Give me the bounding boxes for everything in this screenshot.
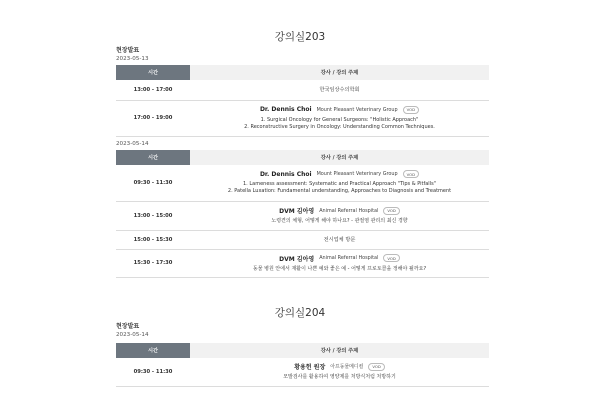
topic-column-header: 강사 / 강의 주제 <box>190 343 489 358</box>
lecture-topic: 2. Patella Luxation: Fundamental understanding, Approaches to Diagnosis and Treatment <box>227 188 452 195</box>
vod-button[interactable]: VOD <box>368 363 384 371</box>
session-time: 17:00 - 19:00 <box>116 100 190 136</box>
speaker-affiliation: Mount Pleasant Veterinary Group <box>316 106 398 113</box>
vod-button[interactable]: VOD <box>383 207 399 215</box>
time-column-header: 시간 <box>116 65 190 80</box>
vod-button[interactable]: VOD <box>403 170 419 178</box>
topic-column-header: 강사 / 강의 주제 <box>190 150 489 165</box>
speaker-name: Dr. Dennis Choi <box>259 170 312 178</box>
table-row <box>116 201 489 230</box>
schedule-table <box>116 65 489 137</box>
table-row <box>116 165 489 201</box>
room-title: 강의실203 <box>274 31 326 43</box>
speaker-affiliation: Animal Referral Hospital <box>319 255 379 261</box>
speaker-name: Dr. Dennis Choi <box>259 106 312 113</box>
time-column-header: 시간 <box>116 343 190 358</box>
session-topic <box>190 165 489 201</box>
speaker-line <box>190 106 489 114</box>
speaker-affiliation: Mount Pleasant Veterinary Group <box>316 171 398 178</box>
lecture-topic: 모발검사를 활용하여 영양제를 처방식처럼 처방하기 <box>283 374 396 381</box>
session-time: 13:00 - 17:00 <box>116 80 190 100</box>
table-row <box>116 230 489 249</box>
lecture-topic: 동물 병원 안에서 재활이 나쁜 예와 좋은 예 - 어떻게 프로토콜을 정해야 될까요? <box>252 265 427 272</box>
session-time: 09:30 - 11:30 <box>116 358 190 386</box>
table-row <box>116 100 489 136</box>
table-row <box>116 80 489 100</box>
section-label: 현장발표 <box>116 47 140 54</box>
lecture-topic: 2. Reconstructive Surgery in Oncology: Understanding Common Techniques. <box>244 123 435 130</box>
speaker-name: 황용헌 원장 <box>294 364 326 372</box>
session-time: 15:00 - 15:30 <box>116 230 190 249</box>
topic-column-header: 강사 / 강의 주제 <box>190 65 489 80</box>
schedule-date: 2023-05-13 <box>116 56 149 62</box>
session-topic <box>190 100 489 136</box>
lecture-topic: 1. Surgical Oncology for General Surgeons: "Holistic Approach" <box>260 116 419 123</box>
time-column-header: 시간 <box>116 150 190 165</box>
session-time: 15:30 - 17:30 <box>116 249 190 277</box>
speaker-line <box>190 362 489 371</box>
schedule-table <box>116 343 489 387</box>
speaker-affiliation: Animal Referral Hospital <box>319 207 379 214</box>
room-title: 강의실204 <box>274 307 326 319</box>
schedule-date: 2023-05-14 <box>116 141 149 147</box>
speaker-line <box>190 170 489 178</box>
lecture-topic: 노령견의 체형, 어떻게 해야 하나요? - 관절염 관리의 최신 경향 <box>271 218 408 224</box>
lecture-topic: 1. Lameness assessment: Systematic and Practical Approach "Tips & Pitfalls" <box>243 181 436 188</box>
speaker-line <box>190 254 489 263</box>
speaker-name: DVM 김아영 <box>279 255 315 263</box>
table-row <box>116 249 489 277</box>
section-label: 현장발표 <box>116 323 140 330</box>
schedule-date: 2023-05-14 <box>116 332 149 338</box>
session-topic <box>190 358 489 386</box>
vod-button[interactable]: VOD <box>403 106 419 114</box>
speaker-affiliation: 아프동물메디컬 <box>330 364 364 371</box>
speaker-line <box>190 206 489 215</box>
session-text: 전시업체 방문 <box>190 230 489 249</box>
vod-button[interactable]: VOD <box>383 254 399 262</box>
session-time: 13:00 - 15:00 <box>116 201 190 230</box>
session-time: 09:30 - 11:30 <box>116 165 190 201</box>
session-topic <box>190 249 489 277</box>
table-row <box>116 358 489 386</box>
schedule-table <box>116 150 489 278</box>
session-text: 한국임상수의학회 <box>190 80 489 100</box>
session-topic <box>190 201 489 230</box>
speaker-name: DVM 김아영 <box>279 208 315 215</box>
